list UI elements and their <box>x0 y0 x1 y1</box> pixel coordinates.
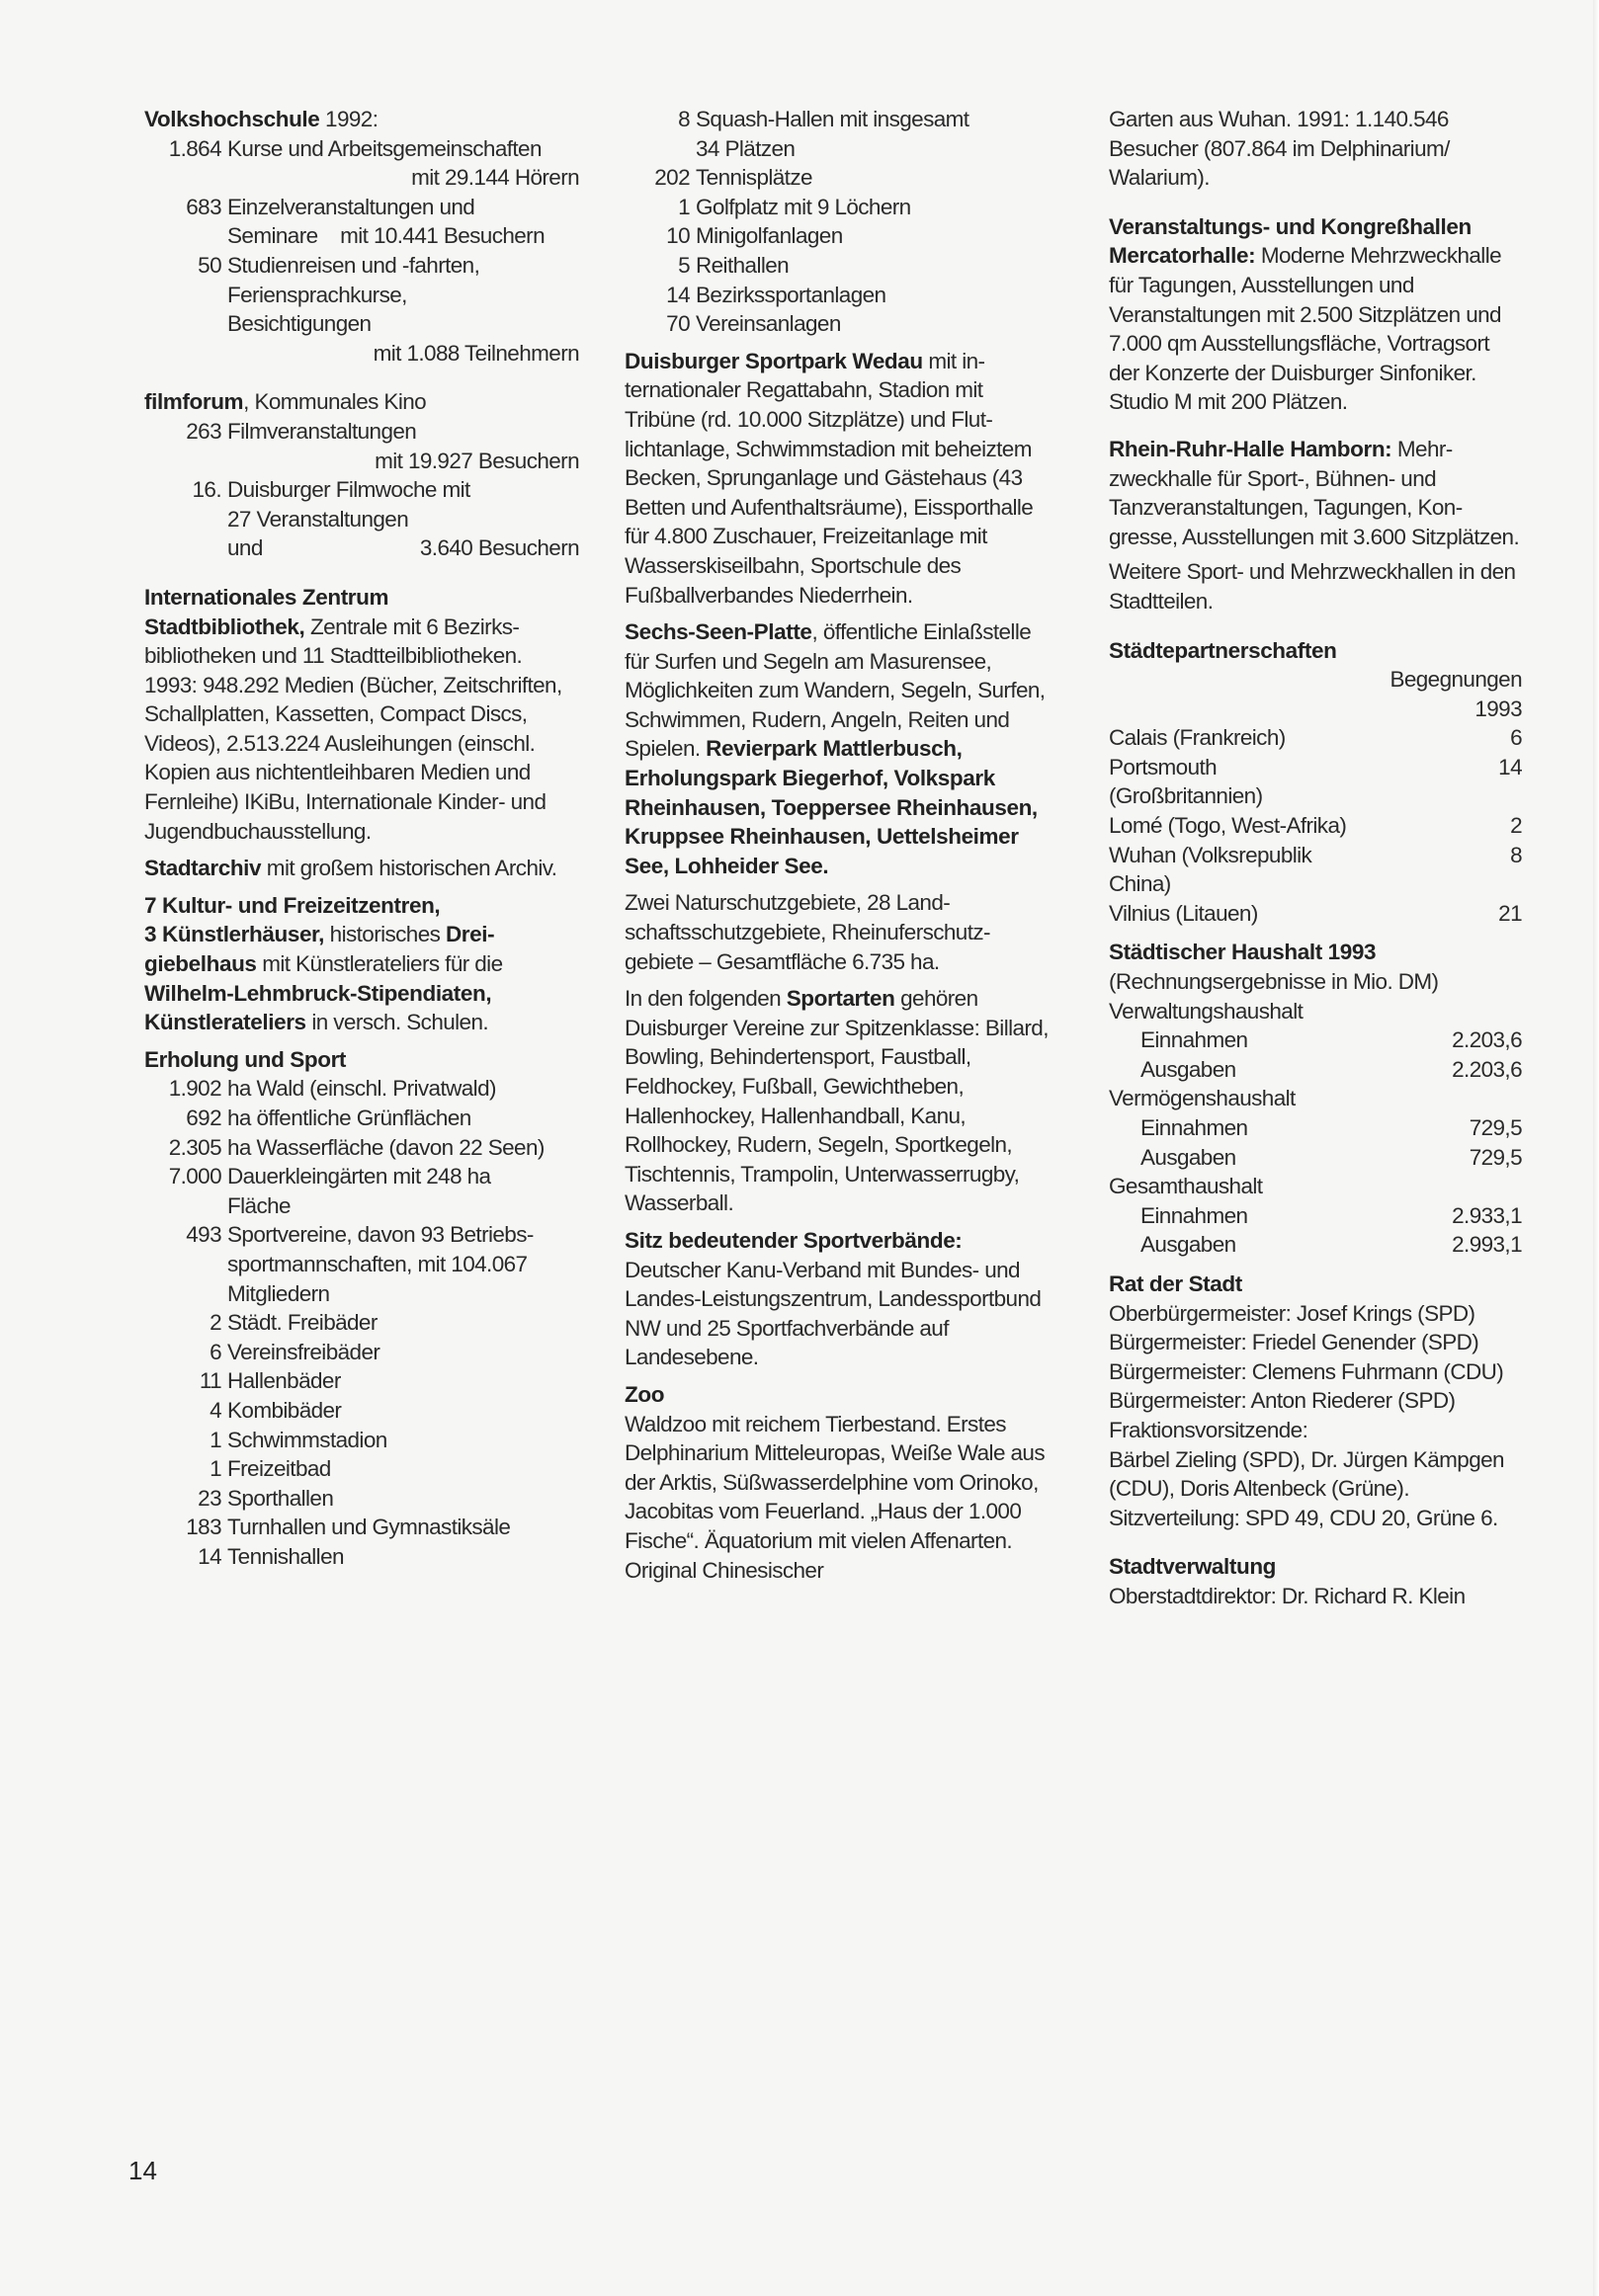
section-sportanlagen <box>625 105 1050 339</box>
stat-row <box>144 447 579 476</box>
council-line: Bürgermeister: Clemens Fuhrmann (CDU) <box>1109 1358 1504 1384</box>
budget-label: Einnahmen <box>1140 1202 1248 1228</box>
stat-label: Schwimmstadion <box>227 1427 387 1452</box>
section-sportpark-wedau: Duisburger Sportpark Wedau mit internationaler Regattabahn, Stadion mit Tribüne (rd. 10.000 Sitzplätze) und Flutlichtanlage, Schwimmstadion mit beheiztem Becken, Sprunganlage und Gästehaus (43 Betten und Aufenthaltsräume), Eissporthalle für 4.800 Zuschauer, Freizeitanlage mit Wasserskiseilbahn, Sportschule des Fußballverbandes Niederrhein. <box>625 348 1034 608</box>
stat-number: 2.305 <box>168 1134 221 1160</box>
column-2 <box>625 105 1050 1593</box>
council-line: Oberbürgermeister: Josef Krings (SPD) <box>1109 1300 1475 1326</box>
budget-label: Ausgaben <box>1140 1056 1236 1082</box>
section-heading: Sitz bedeutender Sportverbände: <box>625 1227 963 1253</box>
page-edge <box>1593 0 1599 2296</box>
partner-count: 6 <box>1510 725 1522 751</box>
budget-label: Ausgaben <box>1140 1232 1236 1258</box>
budget-label: Ausgaben <box>1140 1144 1236 1170</box>
stat-list <box>144 417 579 563</box>
stat-row <box>144 221 579 251</box>
stat-row <box>625 221 1050 251</box>
stat-label: Sporthallen <box>227 1485 334 1511</box>
section-heading: Erholung und Sport <box>144 1046 347 1072</box>
section-stadtbibliothek <box>144 583 579 846</box>
stat-row <box>144 339 579 369</box>
stat-row <box>625 163 1050 193</box>
stat-number: 50 <box>198 252 221 278</box>
section-sechs-seen-platte: Sechs-Seen-Platte, öffentliche Einlaßstelle für Surfen und Segeln am Masurensee, Möglichkeiten zum Wandern, Segeln, Surfen, Schwimmen, Rudern, Angeln, Reiten und Spielen. Revierpark Mattlerbusch, Erholungspark Biegerhof, Volkspark Rheinhausen, Toeppersee Rheinhausen, Kruppsee Rheinhausen, Uettelsheimer See, Lohheider See. <box>625 619 1046 878</box>
stat-number <box>144 339 221 369</box>
stat-number: 2 <box>210 1310 221 1336</box>
table-row <box>1109 899 1522 929</box>
stat-row <box>144 1542 579 1572</box>
stat-label: Seminare mit 10.441 Besuchern <box>227 223 545 249</box>
stat-row <box>625 105 1050 134</box>
budget-value: 2.203,6 <box>1452 1027 1522 1053</box>
partner-city: Calais (Frankreich) <box>1109 725 1286 751</box>
partner-city: Wuhan (Volksrepublik China) <box>1109 842 1312 897</box>
stat-label: Turnhallen und Gymnastiksäle <box>227 1515 511 1540</box>
page-number: 14 <box>128 2156 157 2185</box>
stat-label: mit 29.144 Hörern <box>411 165 579 191</box>
stat-number: 6 <box>210 1339 221 1364</box>
section-zoo: Zoo Waldzoo mit reichem Tierbestand. Erstes Delphinarium Mitteleuropas, Weiße Wale aus der Arktis, Süßwasserdelphine vom Orinoko, Jacobitas vom Feuerland. „Haus der 1.000 Fische“. Äquatorium mit vielen Affenarten. Original Chinesischer <box>625 1380 1050 1585</box>
stat-number <box>144 447 221 476</box>
stat-number <box>144 221 221 251</box>
section-heading: Rat der Stadt <box>1109 1271 1242 1296</box>
stat-number: 1 <box>210 1456 221 1482</box>
stat-label: Dauerkleingärten mit 248 ha <box>227 1164 491 1189</box>
stat-label: Kurse und Arbeitsgemeinschaften <box>227 135 542 161</box>
table-row <box>1109 1113 1522 1143</box>
section-rat-der-stadt <box>1109 1270 1522 1532</box>
section-volkshochschule <box>144 105 579 368</box>
stat-label: mit 1.088 Teilnehmern <box>373 340 579 366</box>
stat-label: ha Wald (einschl. Privatwald) <box>227 1076 496 1102</box>
council-line: Bürgermeister: Friedel Genender (SPD) <box>1109 1330 1479 1355</box>
stat-row <box>144 1308 579 1338</box>
stat-number: 7.000 <box>168 1164 221 1189</box>
section-erholung-und-sport <box>144 1045 579 1572</box>
budget-group-label: Vermögenshaushalt <box>1109 1086 1296 1111</box>
table-row <box>1109 723 1522 753</box>
stat-number <box>144 163 221 193</box>
table-row <box>1109 1025 1522 1055</box>
stat-row <box>144 1338 579 1367</box>
stat-label: Filmveranstaltungen <box>227 418 417 444</box>
stat-label: Sportvereine, davon 93 Betriebs- <box>227 1222 534 1248</box>
stat-number: 14 <box>198 1543 221 1569</box>
stat-list <box>625 105 1050 339</box>
stat-row <box>144 134 579 164</box>
stat-number: 10 <box>666 223 690 249</box>
section-rhein-ruhr-halle: Rhein-Ruhr-Halle Hamborn: Mehrzweckhalle für Sport-, Bühnen- und Tanzveranstaltungen, Tagungen, Kongresse, Ausstellungen mit 3.600 Sitzplätzen. Weitere Sport- und Mehrzweckhallen in den Stadtteilen. <box>1109 436 1520 614</box>
stat-row <box>625 134 1050 164</box>
stat-list <box>144 1074 579 1571</box>
section-haushalt: Städtischer Haushalt 1993 (Rechnungsergebnisse in Mio. DM) Verwaltungshaushalt Einnahmen 2.203,6 Ausgaben 2.203,6 Vermögenshaushalt Einnahmen 729,5 Ausgaben 729,5 Gesamthaushalt Einnahmen 2.933,1 Ausgaben 2.993,1 <box>1109 938 1522 1260</box>
table-row <box>1109 753 1522 811</box>
stat-label: Bezirkssportanlagen <box>696 282 886 307</box>
stat-number: 692 <box>186 1106 221 1130</box>
stat-row <box>144 475 579 505</box>
section-heading: Zoo <box>625 1381 665 1407</box>
stat-label: Kombibäder <box>227 1397 342 1423</box>
stat-row <box>144 1133 579 1163</box>
partner-city: Vilnius (Litauen) <box>1109 900 1258 926</box>
stat-row <box>144 1220 579 1250</box>
partner-count: 21 <box>1498 900 1522 926</box>
table-row <box>1109 1201 1522 1231</box>
stat-label: Städt. Freibäder <box>227 1310 378 1336</box>
budget-label: Einnahmen <box>1140 1115 1248 1140</box>
stat-row <box>144 1426 579 1455</box>
section-kultur: 7 Kultur- und Freizeitzentren, 3 Künstlerhäuser, historisches Dreigiebelhaus mit Künstlerateliers für die Wilhelm-Lehmbruck-Stipendiaten, Künstlerateliers in versch. Schulen. <box>144 892 503 1035</box>
stat-row <box>144 251 579 281</box>
section-naturschutz: Zwei Naturschutzgebiete, 28 Landschaftsschutzgebiete, Rheinuferschutzgebiete – Gesamtfläche 6.735 ha. <box>625 890 991 974</box>
stat-value: 3.640 Besuchern <box>419 535 579 561</box>
section-heading: Volkshochschule 1992: <box>144 107 379 131</box>
budget-group-label: Verwaltungshaushalt <box>1109 998 1304 1024</box>
stat-row <box>144 505 579 534</box>
stat-label: Besichtigungen <box>227 311 372 337</box>
section-heading: Stadtverwaltung <box>1109 1554 1277 1580</box>
stat-label: Fläche <box>227 1192 291 1218</box>
budget-group-row <box>1109 1172 1522 1201</box>
stat-number: 183 <box>186 1515 221 1540</box>
stat-number <box>144 281 221 310</box>
stat-row <box>625 251 1050 281</box>
section-filmforum <box>144 387 579 563</box>
stat-number: 1.864 <box>168 135 221 161</box>
section-stadtverwaltung: Stadtverwaltung Oberstadtdirektor: Dr. Richard R. Klein <box>1109 1552 1522 1610</box>
budget-group-row <box>1109 1084 1522 1113</box>
section-sportarten: In den folgenden Sportarten gehören Duisburger Vereine zur Spitzenklasse: Billard, Bowling, Behindertensport, Faustball, Feldhockey, Fußball, Gewichtheben, Hallenhockey, Hallenhandball, Kanu, Rollhockey, Rudern, Segeln, Sportkegeln, Tischtennis, Trampolin, Unterwasserrugby, Wasserball. <box>625 986 1049 1216</box>
table-header-row <box>1109 665 1522 723</box>
budget-value: 2.993,1 <box>1452 1232 1522 1258</box>
stat-label: 34 Plätzen <box>696 135 796 161</box>
stat-row <box>144 1279 579 1309</box>
stat-label: und <box>227 535 263 561</box>
budget-group-label: Gesamthaushalt <box>1109 1174 1263 1199</box>
stat-list <box>144 134 579 369</box>
stat-row <box>144 1454 579 1484</box>
column-1 <box>144 105 579 1580</box>
budget-value: 729,5 <box>1469 1115 1522 1140</box>
table-row <box>1109 841 1522 899</box>
stat-row <box>625 193 1050 222</box>
stat-row <box>144 1250 579 1279</box>
section-sportverbaende: Sitz bedeutender Sportverbände: Deutscher Kanu-Verband mit Bundes- und Landes-Leistungszentrum, Landessportbund NW und 25 Sportfachverbände auf Landesebene. <box>625 1226 1050 1372</box>
stat-row <box>144 1074 579 1104</box>
stat-number <box>144 533 221 563</box>
section-staedtepartnerschaften <box>1109 636 1522 929</box>
stat-label: sportmannschaften, mit 104.067 <box>227 1251 528 1276</box>
partner-city: Portsmouth (Großbritannien) <box>1109 754 1263 809</box>
budget-group-row <box>1109 997 1522 1026</box>
column-header: Begegnungen 1993 <box>1389 667 1522 721</box>
stat-number: 493 <box>186 1222 221 1248</box>
stat-number: 1.902 <box>168 1076 221 1102</box>
stat-label: mit 19.927 Besuchern <box>375 448 579 473</box>
budget-value: 2.933,1 <box>1452 1202 1522 1228</box>
stat-label: ha öffentliche Grünflächen <box>227 1106 471 1130</box>
stat-row <box>144 533 579 563</box>
stat-number: 11 <box>199 1368 221 1394</box>
stat-number: 4 <box>210 1397 221 1423</box>
budget-label: Einnahmen <box>1140 1027 1248 1053</box>
council-line: Bärbel Zieling (SPD), Dr. Jürgen Kämpgen (CDU), Doris Altenbeck (Grüne). <box>1109 1446 1504 1502</box>
stat-row <box>144 1484 579 1514</box>
stat-row <box>144 163 579 193</box>
stat-label: 27 Veranstaltungen <box>227 506 409 532</box>
section-kongresshallen: Veranstaltungs- und Kongreßhallen Mercatorhalle: Moderne Mehrzweckhalle für Tagungen, Ausstellungen und Veranstaltungen mit 2.500 Sitzplätzen und 7.000 qm Ausstellungsfläche, Vortragsort der Konzerte der Duisburger Sinfoniker. Studio M mit 200 Plätzen. <box>1109 213 1502 415</box>
stat-row <box>144 193 579 222</box>
stat-label: Vereinsfreibäder <box>227 1339 380 1364</box>
stat-number <box>625 134 690 164</box>
stat-label: Einzelveranstaltungen und <box>227 194 475 219</box>
stat-number: 16. <box>192 477 221 503</box>
partner-city: Lomé (Togo, West-Afrika) <box>1109 813 1347 839</box>
stat-label: Minigolfanlagen <box>696 223 843 249</box>
stat-row <box>144 1366 579 1396</box>
stat-label: Feriensprachkurse, <box>227 282 407 307</box>
partner-count: 2 <box>1510 813 1522 839</box>
section-zoo-continued: Garten aus Wuhan. 1991: 1.140.546 Besucher (807.864 im Delphinarium/ Walarium). <box>1109 107 1450 191</box>
stat-number: 263 <box>186 418 221 444</box>
section-heading: Städtischer Haushalt 1993 <box>1109 940 1377 965</box>
stat-number <box>144 1279 221 1309</box>
stat-number: 1 <box>210 1427 221 1452</box>
council-line: Sitzverteilung: SPD 49, CDU 20, Grüne 6. <box>1109 1505 1498 1530</box>
partner-count: 8 <box>1510 842 1522 867</box>
stat-number <box>144 1191 221 1221</box>
table-row <box>1109 1055 1522 1085</box>
council-line: Fraktionsvorsitzende: <box>1109 1417 1308 1442</box>
stat-row <box>144 1191 579 1221</box>
stat-label: Tennisplätze <box>696 165 812 191</box>
partner-count: 14 <box>1498 754 1522 779</box>
stat-row <box>144 1162 579 1191</box>
stat-number <box>144 309 221 339</box>
partner-table <box>1109 665 1522 928</box>
stat-number: 70 <box>666 311 690 337</box>
section-stadtarchiv: Stadtarchiv mit großem historischen Archiv. <box>144 856 557 881</box>
stat-number: 1 <box>678 194 690 219</box>
stat-label: Duisburger Filmwoche mit <box>227 477 470 503</box>
section-paragraph: 1993: 948.292 Medien (Bücher, Zeitschriften, Schallplatten, Kassetten, Compact Discs, Videos), 2.513.224 Ausleihungen (einschl. Kopien aus nichtentleihbaren Medien und Fernleihe) IKiBu, Internationale Kinder- und Jugendbuchausstellung. <box>144 672 562 844</box>
stat-number <box>144 505 221 534</box>
stat-label: Hallenbäder <box>227 1368 341 1394</box>
stat-row <box>625 309 1050 339</box>
section-heading: Städtepartnerschaften <box>1109 637 1337 663</box>
council-line: Bürgermeister: Anton Riederer (SPD) <box>1109 1388 1456 1414</box>
stat-label: ha Wasserfläche (davon 22 Seen) <box>227 1134 545 1160</box>
stat-label: Freizeitbad <box>227 1456 331 1482</box>
stat-number: 683 <box>186 194 221 219</box>
budget-table <box>1109 997 1522 1260</box>
stat-row <box>625 281 1050 310</box>
stat-number: 202 <box>654 165 690 191</box>
budget-value: 729,5 <box>1469 1144 1522 1170</box>
stat-label: Mitgliedern <box>227 1280 330 1306</box>
section-heading: filmforum, Kommunales Kino <box>144 389 427 415</box>
stat-row <box>144 1513 579 1542</box>
table-row <box>1109 1230 1522 1260</box>
stat-row <box>144 281 579 310</box>
stat-number: 8 <box>678 107 690 131</box>
stat-label: Squash-Hallen mit insgesamt <box>696 107 969 131</box>
stat-number: 23 <box>198 1485 221 1511</box>
stat-label: Studienreisen und -fahrten, <box>227 252 480 278</box>
stat-number: 14 <box>666 282 690 307</box>
table-row <box>1109 1143 1522 1173</box>
stat-label: Golfplatz mit 9 Löchern <box>696 194 911 219</box>
budget-value: 2.203,6 <box>1452 1056 1522 1082</box>
table-row <box>1109 811 1522 841</box>
stat-row <box>144 309 579 339</box>
stat-label: Vereinsanlagen <box>696 311 841 337</box>
stat-number <box>144 1250 221 1279</box>
column-3 <box>1109 105 1522 1619</box>
stat-label: Reithallen <box>696 252 790 278</box>
stat-row <box>144 1104 579 1133</box>
section-paragraph: Internationales Zentrum Stadtbibliothek, Zentrale mit 6 Bezirksbibliotheken und 11 Stadtteilbibliotheken. <box>144 584 523 669</box>
stat-label: Tennishallen <box>227 1543 344 1569</box>
stat-row <box>144 1396 579 1426</box>
stat-number: 5 <box>678 252 690 278</box>
stat-row <box>144 417 579 447</box>
